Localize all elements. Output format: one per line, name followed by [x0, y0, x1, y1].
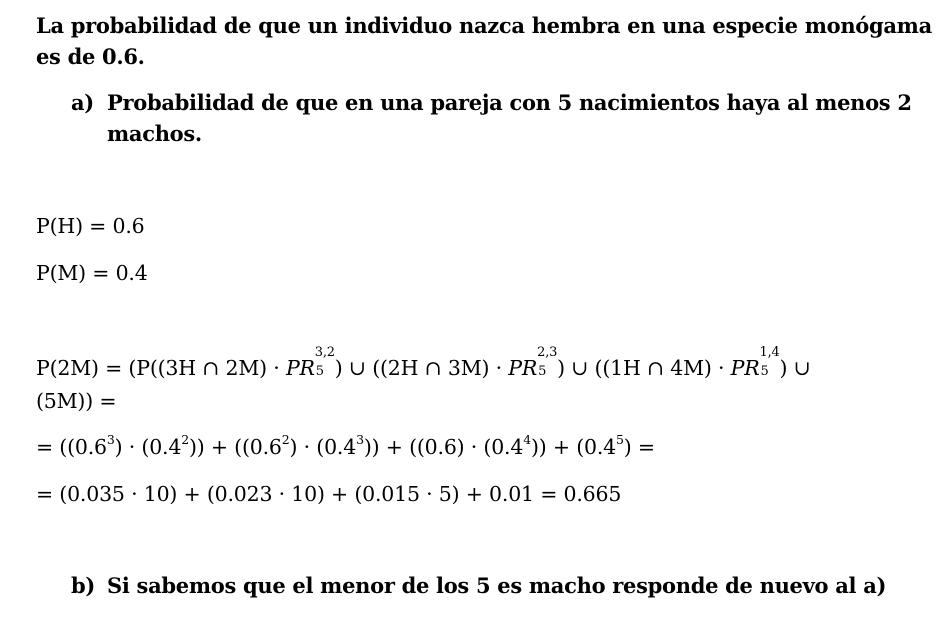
sub-part-6: )) + (0.4 — [530, 435, 616, 459]
sub-part-3: )) + ((0.6 — [188, 435, 282, 459]
pr-symbol-2: PR — [508, 356, 538, 380]
sub-part-7: ) = — [623, 435, 655, 459]
given-p-hembra: P(H) = 0.6 — [36, 214, 145, 238]
part-b-label: b) — [71, 573, 96, 598]
pr-sup-1: 3,2 — [314, 345, 335, 360]
pr-sup-3: 1,4 — [759, 345, 780, 360]
exponent-6: 5 — [616, 432, 624, 448]
sub-part-2: ) · (0.4 — [114, 435, 182, 459]
exponent-1: 3 — [106, 432, 115, 448]
problem-statement-line1: La probabilidad de que un individuo nazca hembra en una especie monógama — [36, 13, 932, 38]
sub-part-5: )) + ((0.6) · (0.4 — [363, 435, 524, 459]
problem-statement-line2: es de 0.6. — [36, 44, 145, 69]
pr-sub-1: 5 — [315, 364, 324, 379]
equation-substitution — [36, 432, 655, 462]
part-a-question-line1 — [71, 88, 912, 118]
equation-term-2: ) ∪ ((2H ∩ 3M) · — [334, 356, 509, 380]
given-p-macho: P(M) = 0.4 — [36, 261, 148, 285]
exponent-5: 4 — [523, 432, 531, 448]
pr-sup-2: 2,3 — [537, 345, 558, 360]
exponent-2: 2 — [181, 432, 189, 448]
pr-symbol-1: PR — [285, 356, 315, 380]
part-a-label: a) — [71, 90, 94, 115]
equation-line1 — [36, 345, 811, 383]
pr-symbol-3: PR — [730, 356, 760, 380]
exponent-4: 3 — [356, 432, 364, 448]
part-a-text: Probabilidad de que en una pareja con 5 nacimientos haya al menos 2 — [107, 90, 912, 115]
sub-part-1: = ((0.6 — [36, 435, 107, 459]
equation-result: = (0.035 · 10) + (0.023 · 10) + (0.015 · 5) + 0.01 = 0.665 — [36, 482, 622, 506]
part-b-question — [71, 571, 886, 601]
pr-indices-1 — [314, 345, 335, 379]
pr-indices-3 — [759, 345, 780, 379]
sub-part-4: ) · (0.4 — [289, 435, 357, 459]
equation-term-4: ) ∪ — [779, 356, 811, 380]
pr-indices-2 — [537, 345, 558, 379]
equation-term-3: ) ∪ ((1H ∩ 4M) · — [557, 356, 731, 380]
pr-sub-2: 5 — [538, 364, 547, 379]
equation-term-1: P(2M) = (P((3H ∩ 2M) · — [36, 356, 286, 380]
part-a-question-line2: machos. — [107, 121, 202, 146]
pr-sub-3: 5 — [760, 364, 769, 379]
equation-line1-continuation: (5M)) = — [36, 389, 117, 413]
exponent-3: 2 — [281, 432, 290, 448]
part-b-text: Si sabemos que el menor de los 5 es macho responde de nuevo al a) — [107, 573, 887, 598]
